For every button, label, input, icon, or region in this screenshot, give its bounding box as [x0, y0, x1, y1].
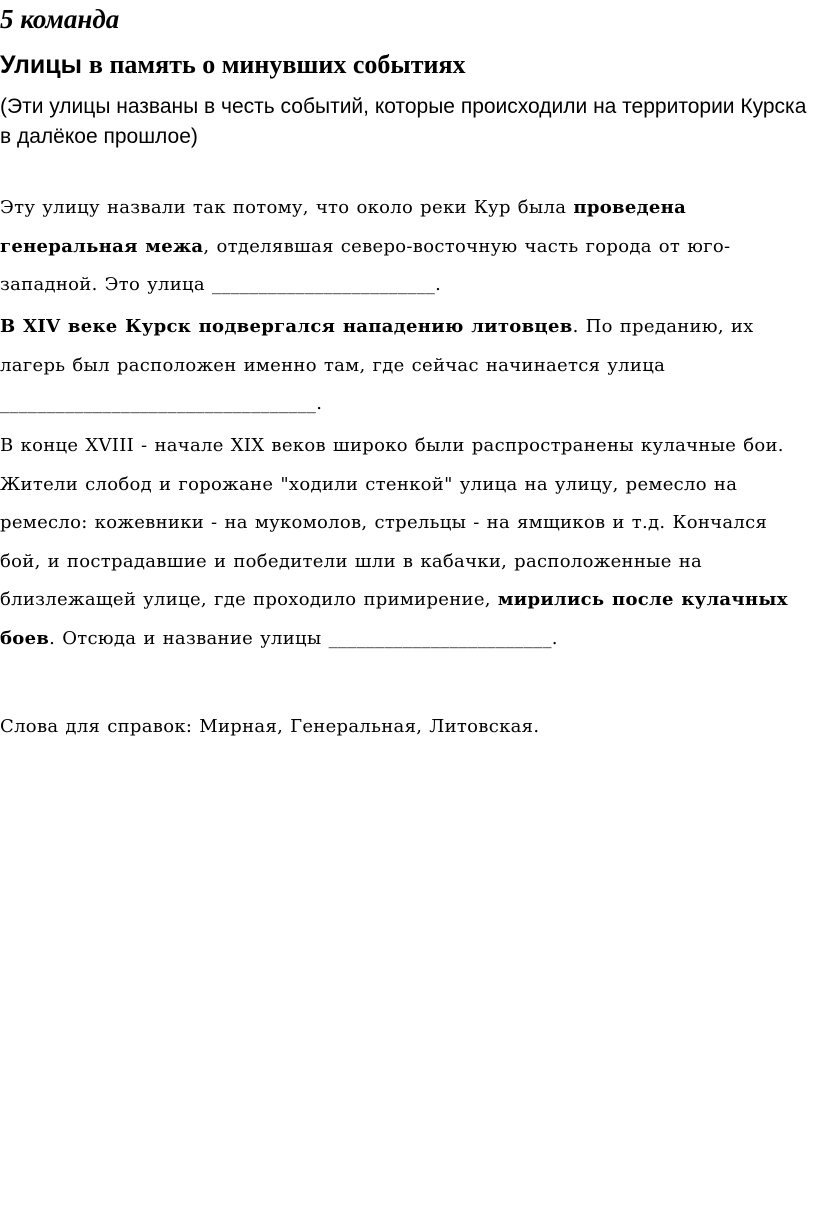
- paragraph-lithuanian-street: [0, 308, 812, 424]
- paragraph-text: Эту улицу назвали так потому, что около реки Кур была: [0, 197, 574, 218]
- paragraph-bold: проведена генеральная межа: [0, 197, 687, 257]
- heading-bold: в память о минувших событиях: [88, 50, 466, 79]
- section-heading: [0, 48, 466, 82]
- team-label: 5 команда: [0, 4, 120, 34]
- section-subtitle: (Эти улицы названы в честь событий, которые происходили на территории Курска в далёкое прошлое): [0, 95, 807, 148]
- heading-plain: Улицы: [0, 51, 89, 79]
- paragraph-text: В конце XVIII - начале XIX веков широко были распространены кулачные бои. Жители слобод и горожане "ходили стенкой" улица на улицу, ремесло на ремесло: кожевники - на мукомолов, стрельцы - на ямщиков и т.д. Кончался бой, и пострадавшие и победители шли в кабачки, расположенные на близлежащей улице, где проходило примирение,: [0, 435, 784, 610]
- paragraph-text: . По преданию, их лагерь был расположен именно там, где сейчас начинается улица: [0, 316, 754, 376]
- paragraph-text: . Отсюда и название улицы: [49, 627, 329, 649]
- paragraph-bold: мирились после кулачных боев: [0, 589, 788, 649]
- paragraph-text: , отделявшая северо-восточную часть города от юго-западной. Это улица: [0, 235, 731, 295]
- answer-blank: __________________________________.: [0, 393, 323, 414]
- answer-blank: ________________________.: [328, 627, 558, 649]
- paragraph-bold: В XIV веке Курск подвергался нападению литовцев: [0, 316, 573, 337]
- paragraph-peace-street: [0, 427, 812, 658]
- paragraph-general-street: [0, 189, 812, 305]
- reference-words: Слова для справок: Мирная, Генеральная, Литовская.: [0, 716, 540, 737]
- answer-blank: ________________________.: [211, 274, 442, 295]
